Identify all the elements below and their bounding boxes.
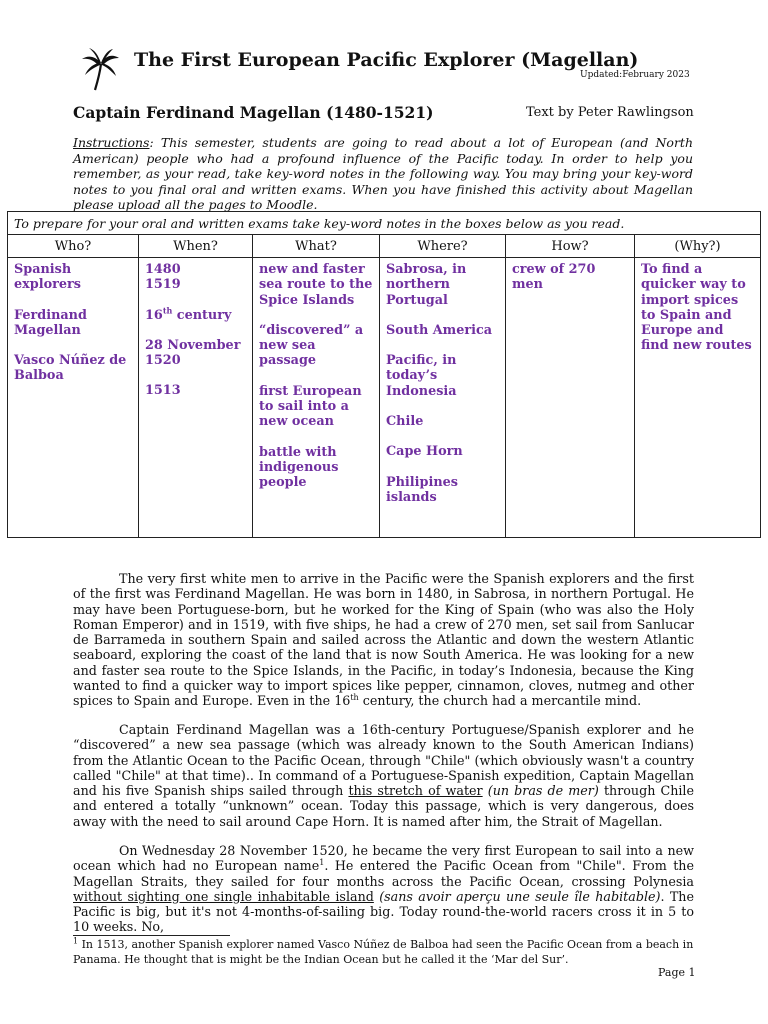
header-what: What? — [253, 235, 380, 258]
paragraph-text: On Wednesday 28 November 1520, he became the very first European to sail into a new ocean which had no European name — [73, 843, 694, 874]
footnote-mark: 1 — [73, 936, 79, 946]
note-text: century — [172, 307, 232, 323]
author-byline: Text by Peter Rawlingson — [526, 105, 694, 120]
note-item: Philipines islands — [386, 474, 458, 505]
italic-gloss: (sans avoir aperçu une seule île habitable) — [373, 888, 661, 904]
key-word-notes-table — [7, 211, 761, 538]
note-superscript: th — [162, 305, 173, 316]
instructions-paragraph — [73, 135, 693, 213]
paragraph-text: The very first white men to arrive in the Pacific were the Spanish explorers and the first of the first was Ferdinand Magellan. He was born in 1480, in Sabrosa, in northern Portugal. He may have been Portuguese-born, but he worked for the King of Spain (who was also the Holy Roman Emperor) and in 1519, with five ships, he had a crew of 270 men, set sail from Sanlucar de Barrameda in southern Spain and sailed across the Atlantic and down the western Atlantic seaboard, exploring the coast of the land that is now South America. He was looking for a new and faster sea route to the Spice Islands, in the Pacific, in today’s Indonesia, because the King wanted to find a quicker way to import spices like pepper, cinnamon, cloves, nutmeg and other spices to Spain and Europe. Even in the 16 — [73, 571, 694, 709]
note-text: 16 — [145, 307, 163, 323]
superscript: th — [350, 693, 359, 703]
italic-gloss: (un bras de mer) — [482, 783, 599, 799]
cell-when[interactable] — [139, 258, 253, 538]
paragraph-text: century, the church had a mercantile mind. — [358, 693, 642, 709]
note-item: South America — [386, 322, 493, 338]
instructions-text: : This semester, students are going to read about a lot of European (and North American) people who had a profound influence of the Pacific today. In order to help you remember, as your read, take key-word notes in the following way. You may bring your key-word notes to you final oral and written exams. When you have finished this activity about Magellan please upload all the pages to Moodle. — [73, 135, 693, 212]
note-item — [145, 305, 246, 323]
instructions-label: Instructions — [73, 135, 150, 150]
underlined-phrase: without sighting one single inhabitable island — [73, 888, 374, 904]
footnote — [73, 938, 695, 967]
note-item: 1513 — [145, 383, 181, 399]
body-paragraph-3 — [73, 843, 694, 935]
updated-date: Updated:February 2023 — [580, 70, 690, 80]
paragraph-text: through Chile and entered a totally “unknown” ocean. Today this passage, which is very dangerous, does away with the need to sail around Cape Horn. It is named after him, the Strait of Magellan. — [73, 783, 694, 829]
note-item: Spanish explorers — [14, 262, 81, 293]
footnote-reference[interactable]: 1 — [319, 858, 325, 868]
cell-how[interactable] — [506, 258, 635, 538]
note-item: Chile — [386, 414, 424, 430]
page-number: Page 1 — [658, 966, 696, 979]
paragraph-text: Captain Ferdinand Magellan was a 16th-century Portuguese/Spanish explorer and he “discovered” a new sea passage (which was already known to the South American Indians) from the Atlantic Ocean to the Pacific Ocean, through "Chile" (which obviously wasn't a country called "Chile" at that time).. In command of a Portuguese-Spanish expedition, Captain Magellan and his five Spanish ships sailed through — [73, 722, 694, 799]
footnote-text: In 1513, another Spanish explorer named Vasco Núñez de Balboa had seen the Pacific Ocean from a beach in Panama. He thought that is might be the Indian Ocean but he called it the ‘Mar del Sur’. — [73, 938, 694, 966]
note-item: Ferdinand Magellan — [14, 307, 87, 338]
cell-where[interactable] — [380, 258, 506, 538]
note-item: first European to sail into a new ocean — [259, 383, 362, 430]
paragraph-text: . The Pacific is big, but it's not 4-months-of-sailing big. Today round-the-world racers cross it in 5 to 10 weeks. No, — [73, 888, 694, 935]
table-prep-note: To prepare for your oral and written exams take key-word notes in the boxes below as you read. — [8, 212, 761, 235]
paragraph-text: . He entered the Pacific Ocean from "Chile". From the Magellan Straits, they sailed for four months across the Pacific Ocean, crossing Polynesia — [73, 858, 694, 889]
note-item: 1480 1519 — [145, 262, 181, 293]
palm-tree-icon — [80, 46, 120, 92]
cell-why[interactable] — [635, 258, 761, 538]
note-item: Cape Horn — [386, 444, 463, 460]
note-item: 28 November 1520 — [145, 337, 241, 369]
header-who: Who? — [8, 235, 139, 258]
note-item: “discovered” a new sea passage — [259, 322, 364, 369]
footnote-divider — [73, 935, 230, 936]
body-paragraph-1 — [73, 571, 694, 709]
underlined-phrase: this stretch of water — [348, 783, 483, 799]
note-item: crew of 270 men — [512, 262, 596, 293]
header-where: Where? — [380, 235, 506, 258]
note-item: Pacific, in today’s Indonesia — [386, 353, 457, 399]
note-item: battle with indigenous people — [259, 444, 339, 491]
body-paragraph-2 — [73, 722, 694, 829]
cell-what[interactable] — [253, 258, 380, 538]
document-subtitle: Captain Ferdinand Magellan (1480-1521) — [73, 103, 434, 122]
note-item: Sabrosa, in northern Portugal — [386, 262, 467, 308]
header-why: (Why?) — [635, 235, 761, 258]
page-title: The First European Pacific Explorer (Magellan) — [134, 49, 639, 71]
cell-who[interactable] — [8, 258, 139, 538]
note-item: new and faster sea route to the Spice Islands — [259, 262, 373, 308]
header-when: When? — [139, 235, 253, 258]
header-how: How? — [506, 235, 635, 258]
note-item: Vasco Núñez de Balboa — [14, 353, 127, 384]
note-item: To find a quicker way to import spices to Spain and Europe and find new routes — [641, 262, 752, 354]
